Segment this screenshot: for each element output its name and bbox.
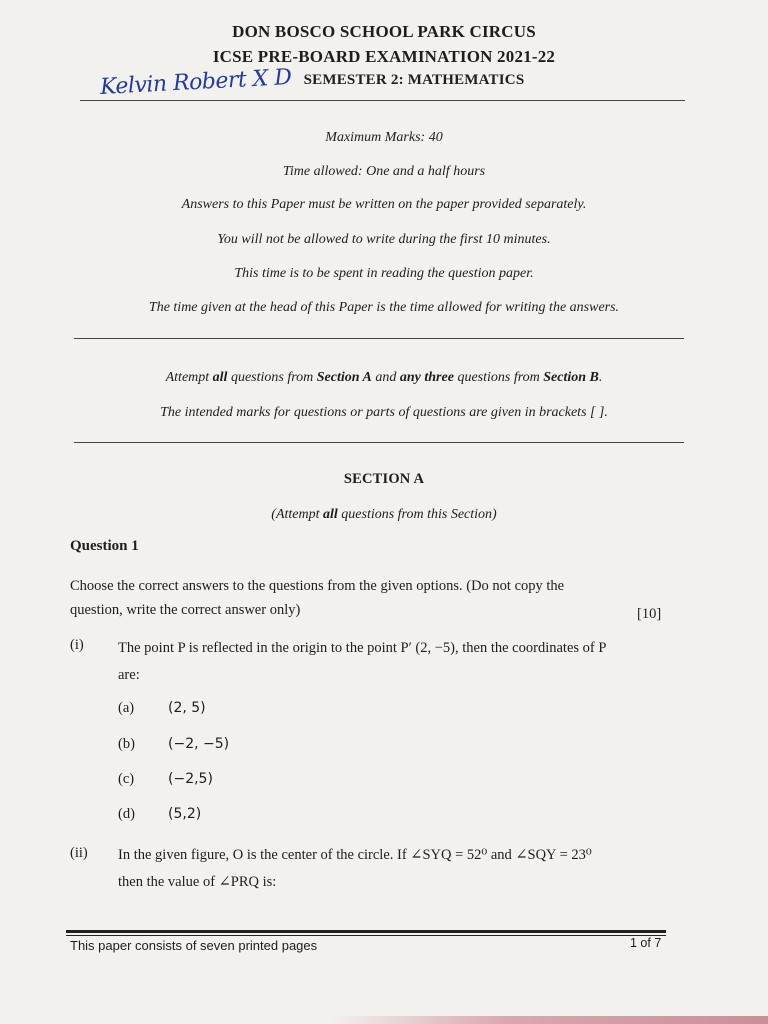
option-a xyxy=(118,700,206,717)
section-a-title: SECTION A xyxy=(343,471,425,487)
page-edge-strip xyxy=(330,1016,768,1024)
instruction-reading: This time is to be spent in reading the question paper. xyxy=(234,266,534,281)
option-c xyxy=(118,771,213,788)
option-d xyxy=(118,806,201,823)
footer-divider-thin xyxy=(66,935,666,936)
part-ii-number: (ii) xyxy=(70,845,88,861)
semester-title: SEMESTER 2: MATHEMATICS xyxy=(303,72,525,88)
option-a-value: (2, 5) xyxy=(168,700,206,716)
handwritten-signature: Kelvin Robert X D xyxy=(99,65,293,100)
school-name: DON BOSCO SCHOOL PARK CIRCUS xyxy=(232,22,536,41)
part-i-text-line1: The point P is reflected in the origin to the point P′ (2, −5), then the coordinates of P xyxy=(118,640,607,656)
part-i-text-line2: are: xyxy=(118,667,140,683)
attempt-divider xyxy=(74,442,684,443)
footer-page-number: 1 of 7 xyxy=(630,936,662,950)
max-marks: Maximum Marks: 40 xyxy=(325,130,443,145)
question-1-instruction-line1: Choose the correct answers to the questions from the given options. (Do not copy the xyxy=(70,578,565,594)
question-1-title: Question 1 xyxy=(70,538,139,554)
option-d-label: (d) xyxy=(118,806,135,822)
part-i-number: (i) xyxy=(70,637,84,653)
option-b-label: (b) xyxy=(118,736,135,752)
option-c-label: (c) xyxy=(118,771,135,787)
intended-marks-note: The intended marks for questions or parts of questions are given in brackets [ ]. xyxy=(160,405,608,420)
footer-divider-thick xyxy=(66,930,666,933)
option-c-value: (−2,5) xyxy=(168,771,213,787)
header-divider xyxy=(80,100,685,101)
question-1-instruction-line2: question, write the correct answer only) xyxy=(70,602,301,618)
option-d-value: (5,2) xyxy=(168,806,202,822)
footer-page-count: This paper consists of seven printed pages xyxy=(70,938,318,953)
question-1-marks: [10] xyxy=(637,606,662,622)
instruction-answers: Answers to this Paper must be written on the paper provided separately. xyxy=(181,197,587,212)
instruction-time-head: The time given at the head of this Paper is the time allowed for writing the answers. xyxy=(148,300,620,315)
option-b-value: (−2, −5) xyxy=(168,736,230,752)
exam-title: ICSE PRE-BOARD EXAMINATION 2021-22 xyxy=(212,47,556,66)
part-ii-text-line1: In the given figure, O is the center of the circle. If ∠SYQ = 52⁰ and ∠SQY = 23⁰ xyxy=(118,847,592,863)
option-b xyxy=(118,736,229,753)
time-allowed: Time allowed: One and a half hours xyxy=(282,164,486,179)
instruction-no-writing: You will not be allowed to write during the first 10 minutes. xyxy=(217,232,551,247)
section-a-subtitle: (Attempt all questions from this Section) xyxy=(271,507,497,522)
attempt-instruction: Attempt all questions from Section A and any three questions from Section B. xyxy=(165,370,603,385)
option-a-label: (a) xyxy=(118,700,135,716)
part-ii-text-line2: then the value of ∠PRQ is: xyxy=(118,874,277,890)
instructions-divider xyxy=(74,338,684,339)
